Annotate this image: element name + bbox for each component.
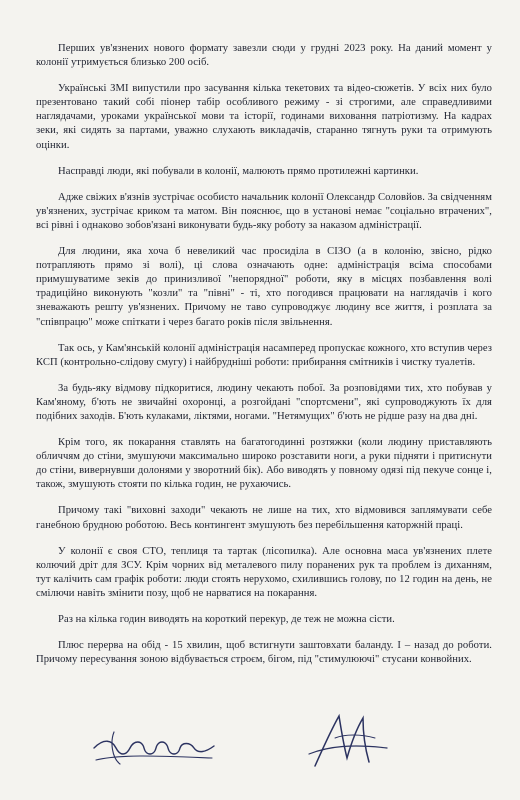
paragraph: Насправді люди, які побували в колонії, малюють прямо протилежні картинки.	[58, 165, 419, 177]
paragraph: У колонії є своя СТО, теплиця та тартак (лісопилка). Але основна маса ув'язнених плете колючий дріт для ЗСУ. Крім чорних від металевого пилу поранених рук та проблем із диханням, тут калічить сам графік роботи: люди стоять нерухомо, схилившись голову, по 12 годин на день, не смілючи навіть змінити позу, щоб не нарватися на покарання.	[36, 545, 492, 599]
paragraph: Для людини, яка хоча б невеликий час просиділа в СІЗО (а в колонію, звісно, рідко потрапляють прямо зі волі), ці слова означають одне: адміністрація всіма способами примушуватиме зеків до принизливої "непорядної" роботи, яку в місцях позбавлення волі традиційно виконують "козли" та "півні" - ті, хто погодився працювати на наглядачів і кого зневажають решту ув'язнених. Причому не таво супроводжує людину все життя, і розплата за "співпрацю" може спіткати і через багато років після звільнення.	[36, 246, 492, 328]
paragraph: Адже свіжих в'язнів зустрічає особисто начальник колонії Олександр Соловйов. За свідченням ув'язнених, зустрічає криком та матом. Він пояснює, що в установі немає "соціально втрачених", всі рівні і однаково зобов'язані виконувати будь-яку роботу за наказом адміністрації.	[36, 191, 492, 231]
handwritten-signature-right	[305, 708, 395, 778]
paragraph: Так ось, у Кам'янській колонії адміністрація насамперед пропускає кожного, хто вступив через КСП (контрольно-слідову смугу) і найбрудніші роботи: прибирання смітників і чистку туалетів.	[36, 342, 492, 368]
signatures	[0, 700, 520, 800]
paragraph: Крім того, як покарання ставлять на багатогодинні розтяжки (коли людину приставляють обличчям до стіни, змушуючи максимально широко розставити ноги, а руки підняти і притиснути до стіни, вивернувши долонями у зворотний бік). Або виводять у повному одязі під пекуче сонце і, також, змушують стояти по кілька годин, не рухаючись.	[36, 437, 492, 491]
paragraph: Українські ЗМІ випустили про засування кілька текетових та відео-сюжетів. У всіх них було презентовано такий собі піонер табір особливого режиму - зі строгими, але справедливими наглядачами, уроками української мови та історії, годинами виховання патріотизму. На кадрах зеки, які сидять за партами, уважно слухають викладачів, старанно тягнуть руки та отримують оцінки.	[36, 83, 492, 151]
handwritten-signature-left	[90, 718, 220, 774]
paragraph: Раз на кілька годин виводять на короткий перекур, де теж не можна сісти.	[58, 614, 395, 625]
paragraph: Перших ув'язнених нового формату завезли сюди у грудні 2023 року. На даний момент у колонії утримується близько 200 осіб.	[36, 43, 492, 69]
paragraph: Плюс перерва на обід - 15 хвилин, щоб встигнути заштовхати баланду. І – назад до роботи. Причому пересування зоною відбувається строєм, бігом, під "стимулюючі" стусани конвойних.	[36, 640, 492, 666]
paragraph: Причому такі "виховні заходи" чекають не лише на тих, хто відмовився заплямувати себе ганебною брудною роботою. Весь контингент змушують без перебільшення каторжній праці.	[36, 505, 492, 531]
paragraph: За будь-яку відмову підкоритися, людину чекають побої. За розповідями тих, хто побував у Кам'яному, б'ють не звичайні охоронці, а розгойдані "спортсмени", які супроводжують їх для подібних заходів. Б'ють кулаками, ліктями, ногами. "Нетямущих" б'ють не рідше разу на два дні.	[36, 382, 492, 422]
